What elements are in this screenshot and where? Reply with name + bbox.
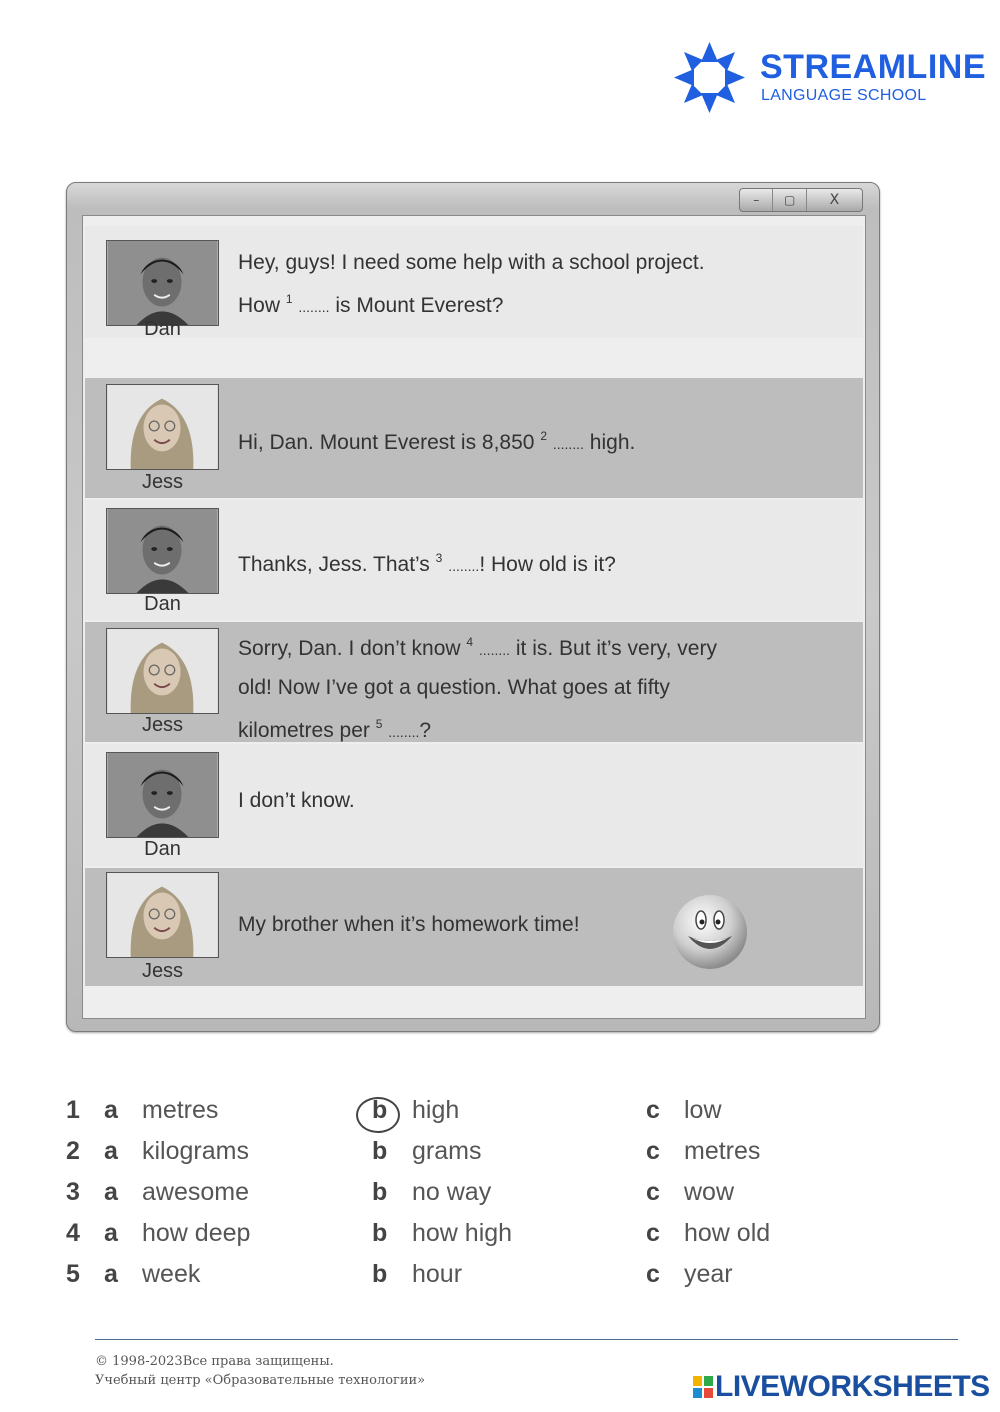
gap-blank[interactable]: ........	[552, 436, 584, 452]
text-part: ! How old is it?	[479, 553, 616, 576]
option-a[interactable]: kilograms	[142, 1137, 249, 1165]
option-letter-a: a	[104, 1260, 118, 1288]
text-part: kilometres per	[238, 719, 376, 742]
option-letter-a: a	[104, 1219, 118, 1247]
dan-avatar	[106, 240, 219, 326]
logo-title: STREAMLINE	[760, 48, 986, 86]
message-text: My brother when it’s homework time!	[238, 913, 580, 936]
person-name: Jess	[141, 714, 184, 736]
option-c[interactable]: year	[684, 1260, 733, 1288]
message-text: I don’t know.	[238, 789, 355, 812]
person-name: Dan	[144, 838, 181, 860]
gap-number: 1	[285, 292, 293, 306]
option-b[interactable]: grams	[412, 1137, 482, 1165]
option-a[interactable]: metres	[142, 1096, 219, 1124]
message-text	[238, 418, 635, 463]
chat-body	[82, 215, 866, 1019]
option-b[interactable]: hour	[412, 1260, 463, 1288]
option-b[interactable]: no way	[412, 1178, 492, 1206]
option-c[interactable]: wow	[684, 1178, 735, 1206]
text-part: is Mount Everest?	[329, 294, 504, 317]
chat-message-3	[85, 500, 863, 620]
message-text	[238, 244, 705, 326]
option-c[interactable]: metres	[684, 1137, 761, 1165]
jess-avatar	[106, 384, 219, 470]
option-a[interactable]: week	[142, 1260, 201, 1288]
message-line: Hey, guys! I need some help with a school project.	[238, 251, 705, 274]
maximize-button[interactable]: ▢	[773, 189, 806, 211]
answer-row-1	[66, 1096, 826, 1136]
streamline-star-icon	[672, 40, 747, 115]
chat-message-2	[85, 378, 863, 498]
option-letter-a: a	[104, 1137, 118, 1165]
option-b[interactable]: high	[412, 1096, 460, 1124]
gap-number: 2	[540, 429, 547, 443]
logo-subtitle: LANGUAGE SCHOOL	[761, 87, 927, 104]
text-part: ?	[419, 719, 432, 742]
copyright	[95, 1352, 425, 1390]
answer-row-2	[66, 1137, 826, 1177]
liveworksheets-grid-icon	[693, 1376, 713, 1398]
text-part: Thanks, Jess. That’s	[238, 553, 436, 576]
jess-avatar	[106, 628, 219, 714]
copyright-line: Учебный центр «Образовательные технологии»	[95, 1373, 426, 1388]
gap-number: 4	[466, 635, 474, 649]
chat-message-6	[85, 868, 863, 986]
chat-window	[66, 182, 880, 1032]
question-number: 3	[66, 1178, 80, 1206]
message-text	[238, 540, 616, 585]
dan-avatar	[106, 508, 219, 594]
chat-message-5	[85, 744, 863, 866]
text-part: it is. But it’s very, very	[510, 637, 717, 660]
option-letter-b: b	[372, 1137, 388, 1165]
smiley-icon	[670, 892, 750, 972]
option-letter-b: b	[372, 1178, 388, 1206]
answer-row-3	[66, 1178, 826, 1218]
option-letter-c: c	[646, 1096, 660, 1124]
text-part: high.	[583, 431, 636, 454]
window-controls	[739, 188, 863, 212]
text-part: Hi, Dan. Mount Everest is 8,850	[238, 431, 541, 454]
option-c[interactable]: how old	[684, 1219, 771, 1247]
option-letter-c: c	[646, 1137, 660, 1165]
gap-number: 5	[375, 717, 383, 731]
question-number: 5	[66, 1260, 80, 1288]
message-line: old! Now I’ve got a question. What goes at fifty	[238, 676, 670, 699]
gap-blank[interactable]: ........	[388, 724, 420, 740]
option-letter-a: a	[104, 1096, 118, 1124]
message-text	[238, 624, 717, 751]
option-letter-c: c	[646, 1219, 660, 1247]
gap-number: 3	[435, 551, 443, 565]
option-b[interactable]: how high	[412, 1219, 513, 1247]
option-letter-b: b	[372, 1096, 388, 1124]
liveworksheets-wordmark: LIVEWORKSHEETS	[715, 1370, 990, 1403]
person-name: Jess	[141, 471, 184, 493]
option-a[interactable]: awesome	[142, 1178, 249, 1206]
question-number: 2	[66, 1137, 80, 1165]
person-name: Dan	[144, 318, 181, 340]
person-name: Jess	[141, 960, 184, 982]
gap-blank[interactable]: ........	[448, 558, 480, 574]
message-line	[238, 281, 705, 326]
option-letter-c: c	[646, 1260, 660, 1288]
person-name: Dan	[144, 593, 181, 615]
close-button[interactable]: X	[829, 192, 840, 208]
streamline-logo	[672, 40, 986, 115]
option-letter-c: c	[646, 1178, 660, 1206]
chat-message-1	[85, 226, 863, 338]
question-number: 1	[66, 1096, 80, 1124]
message-line	[238, 624, 717, 669]
text-part: Sorry, Dan. I don’t know	[238, 637, 467, 660]
option-letter-b: b	[372, 1260, 388, 1288]
dan-avatar	[106, 752, 219, 838]
gap-blank[interactable]: ........	[298, 299, 330, 315]
chat-message-4	[85, 622, 863, 742]
jess-avatar	[106, 872, 219, 958]
option-a[interactable]: how deep	[142, 1219, 251, 1247]
option-letter-b: b	[372, 1219, 388, 1247]
copyright-line: © 1998-2023Все права защищены.	[95, 1354, 334, 1369]
option-letter-a: a	[104, 1178, 118, 1206]
footer-divider	[95, 1339, 958, 1340]
minimize-button[interactable]: –	[740, 189, 773, 211]
gap-blank[interactable]: ........	[478, 642, 511, 658]
answer-row-4	[66, 1219, 826, 1259]
question-number: 4	[66, 1219, 80, 1247]
option-c[interactable]: low	[684, 1096, 722, 1124]
answer-row-5	[66, 1260, 826, 1300]
text-part: How	[238, 294, 286, 317]
